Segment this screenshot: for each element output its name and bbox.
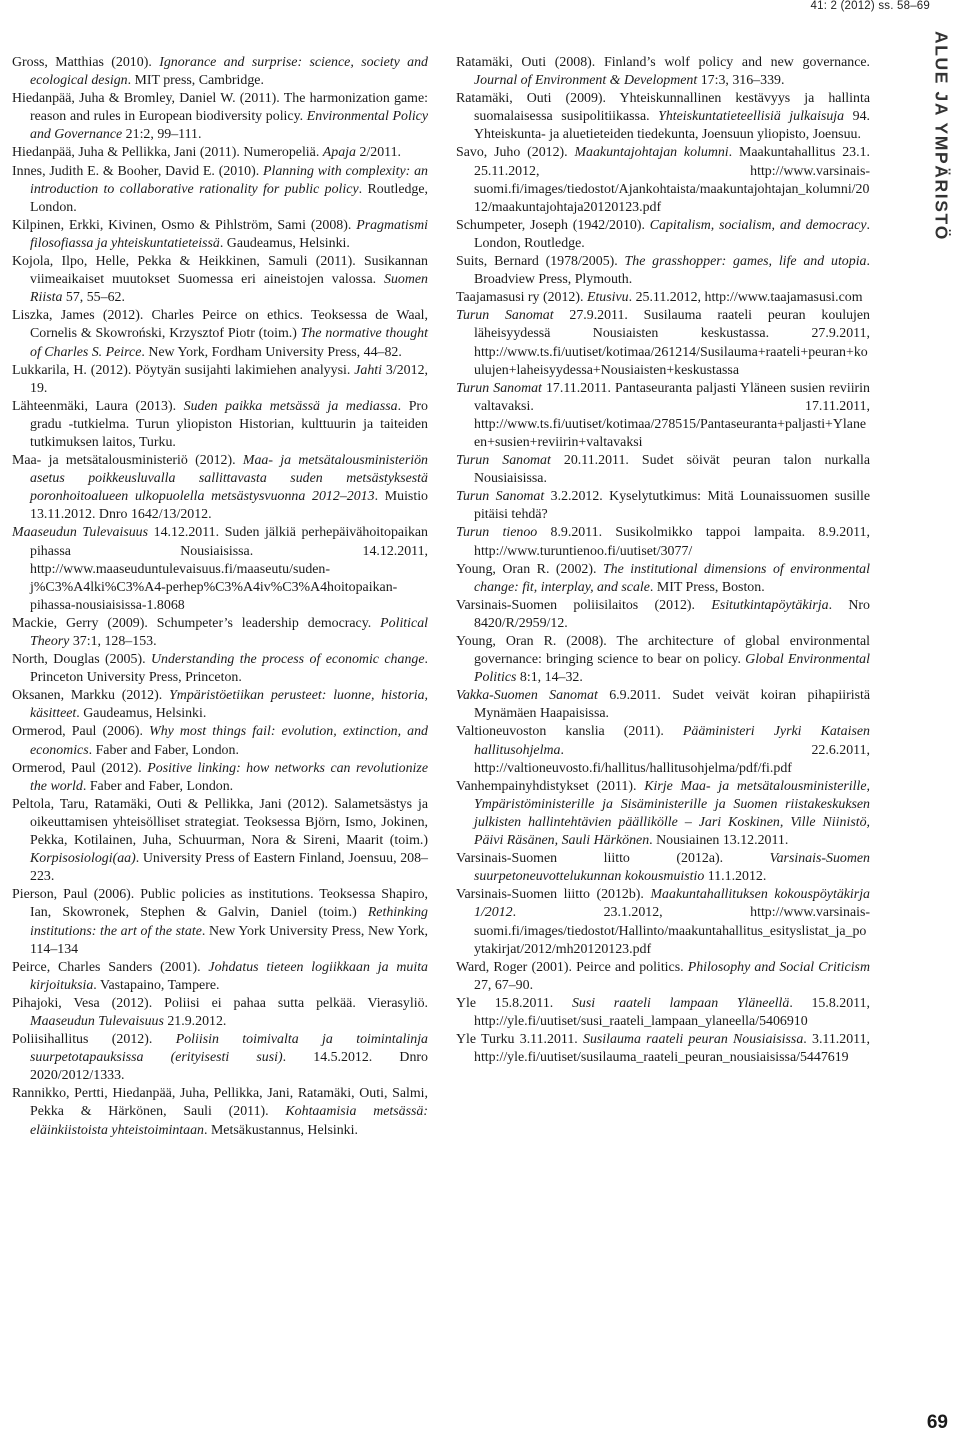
reference-title: Turun Sanomat (456, 308, 554, 324)
reference-text: Ormerod, Paul (2006). (12, 724, 150, 740)
reference-entry (456, 144, 870, 216)
reference-text: . Nousiainen 13.12.2011. (649, 833, 789, 849)
reference-title: Esitutkintapöytäkirja (711, 597, 829, 613)
reference-title: Vakka-Suomen Sanomat (456, 688, 598, 704)
reference-entry (456, 778, 870, 850)
reference-text: . 22.6.2011, http://valtioneuvosto.fi/hallitus/hallitusohjelma/pdf/fi.pdf (474, 742, 870, 776)
reference-title: Rethinking institutions: the art of the state (30, 905, 428, 939)
reference-text: . Nro 8420/R/2959/12. (474, 597, 870, 631)
reference-text: Valtioneuvoston kanslia (2011). (456, 724, 683, 740)
reference-title: Maakuntajohtajan kolumni (574, 145, 729, 161)
reference-entry (12, 54, 428, 90)
reference-text: Liszka, James (2012). Charles Peirce on ethics. Teoksessa de Waal, Cornelis & Skowroński, Krzysztof Piotr (toim.) (12, 308, 428, 342)
reference-entry (12, 253, 428, 307)
reference-text: 21.9.2012. (163, 1013, 227, 1029)
reference-title: Maa- ja metsätalousministeriön asetus poikkeusluvalla sallittavasta suden metsästyksestä poronhoitoalueen ulkopuolella metsästysvuonna 2012–2013 (30, 453, 428, 505)
reference-entry (456, 959, 870, 995)
reference-title: Positive linking: how networks can revolutionize the world (30, 760, 428, 794)
reference-text: Ward, Roger (2001). Peirce and politics. (456, 959, 688, 975)
reference-entry (12, 796, 428, 886)
reference-text: . Gaudeamus, Helsinki. (219, 235, 350, 251)
reference-text: . Muistio 13.11.2012. Dnro 1642/13/2012. (30, 489, 428, 523)
reference-title: Etusivu (586, 290, 629, 306)
reference-entry (456, 723, 870, 777)
reference-entry (12, 615, 428, 651)
reference-text: . Faber and Faber, London. (88, 742, 239, 758)
reference-title: Turun tienoo (456, 525, 538, 541)
section-side-label (926, 26, 956, 246)
reference-text: Kilpinen, Erkki, Kivinen, Osmo & Pihlström, Sami (2008). (12, 217, 357, 233)
reference-title: Journal of Environment & Development (474, 73, 698, 89)
reference-text: Lähteenmäki, Laura (2013). (12, 398, 184, 414)
reference-text: . MIT Press, Boston. (649, 579, 765, 595)
reference-text: . Princeton University Press, Princeton. (30, 652, 428, 686)
reference-title: The institutional dimensions of environmental change: fit, interplay, and scale (474, 561, 870, 595)
reference-entry (456, 54, 870, 90)
reference-text: Suits, Bernard (1978/2005). (456, 254, 625, 270)
reference-text: Kojola, Ilpo, Helle, Pekka & Heikkinen, Samuli (2011). Susikannan viimeaikaiset muutokset Suomessa eri aineistojen valossa. (12, 254, 428, 288)
reference-text: 20.11.2011. Sudet söivät peuran talon nurkalla Nousiaisissa. (474, 453, 871, 487)
reference-text: Hiedanpää, Juha & Pellikka, Jani (2011). Numeropeliä. (12, 145, 323, 161)
reference-entry (12, 398, 428, 452)
reference-text: . New York University Press, New York, 114–134 (30, 923, 428, 957)
reference-text: Varsinais-Suomen poliisilaitos (2012). (456, 597, 712, 613)
reference-text: . University Press of Eastern Finland, Joensuu, 208–223. (30, 851, 428, 885)
reference-text: Varsinais-Suomen liitto (2012a). (456, 851, 770, 867)
reference-title: Why most things fail: evolution, extinction, and economics (30, 724, 428, 758)
reference-text: Maa- ja metsätalousministeriö (2012). (12, 453, 243, 469)
reference-entry (12, 1031, 428, 1085)
reference-entry (456, 90, 870, 144)
reference-entry (456, 524, 870, 560)
reference-title: Philosophy and Social Criticism (687, 959, 870, 975)
reference-title: Apaja (322, 145, 356, 161)
reference-entry (456, 850, 870, 886)
reference-text: 11.1.2012. (704, 869, 767, 885)
reference-entry (12, 651, 428, 687)
reference-text: 8:1, 14–32. (516, 670, 583, 686)
reference-text: Vanhempainyhdistykset (2011). (456, 778, 645, 794)
reference-text: Hiedanpää, Juha & Bromley, Daniel W. (2011). The harmonization game: reason and rules in European biodiversity policy. (12, 91, 428, 125)
reference-entry (456, 1031, 870, 1067)
reference-title: Turun Sanomat (456, 380, 542, 396)
reference-entry (456, 307, 870, 379)
reference-title: The grasshopper: games, life and utopia (624, 254, 867, 270)
reference-entry (456, 217, 870, 253)
reference-text: Yle Turku 3.11.2011. (456, 1032, 584, 1048)
reference-title: Kirje Maa- ja metsätalousministerille, Ympäristöministerille ja Sisäministerille ja Suomen riistakeskuksen julkisten hallintehtävien päällikölle – Jari Koskinen, Ville Niinistö, Päivi Räsänen, Sauli Härkönen (474, 778, 870, 849)
reference-text: North, Douglas (2005). (12, 652, 151, 668)
section-side-label-text: ALUE JA YMPÄRISTÖ (931, 30, 952, 242)
reference-entry (456, 253, 870, 289)
reference-text: Ratamäki, Outi (2009). Yhteiskunnallinen kestävyys ja hallinta suomalaisessa susipolitiikassa. (456, 91, 870, 125)
reference-text: 14.12.2011. Suden jälkiä perhepäivähoitopaikan pihassa Nousiaisissa. 14.12.2011, http://www.maaseuduntulevaisuus.fi/maaseutu/suden-j%C3%A4lki%C3%A4-perhep%C3%A4iv%C3%A4hoitopaikan-pihassa-nousiaisissa-1.8068 (30, 525, 428, 613)
reference-text: . Maakuntahallitus 23.1. 25.11.2012, http://www.varsinais-suomi.fi/images/tiedostot/Ajankohtaista/maakuntajohtajan_kolumni/2012/maakuntajohtaja20120123.pdf (474, 145, 871, 215)
reference-text: . Pro gradu -tutkielma. Turun yliopiston Historian, kulttuurin ja taiteiden tutkimuksen laitos, Turku. (30, 398, 428, 450)
reference-title: Varsinais-Suomen suurpetoneuvottelukunnan kokousmuistio (474, 851, 870, 885)
reference-entry (12, 452, 428, 524)
reference-text: Ormerod, Paul (2012). (12, 760, 148, 776)
reference-title: Poliisin toimivalta ja toimintalinja suurpetotapauksissa (erityisesti susi) (30, 1032, 428, 1066)
reference-title: Johdatus tieteen logiikkaan ja muita kirjoituksia (30, 959, 428, 993)
reference-title: Suden paikka metsässä ja mediassa (183, 398, 398, 414)
reference-entry (12, 307, 428, 361)
reference-title: Jahti (354, 362, 383, 378)
reference-text: Young, Oran R. (2002). (456, 561, 603, 577)
reference-text: . 25.11.2012, http://www.taajamasusi.com (628, 290, 863, 306)
reference-text: 94. Yhteiskunta- ja aluetieteiden tiedekunta, Joensuun yliopisto, Joensuu. (474, 109, 870, 143)
reference-text: 17.11.2011. Pantaseuranta paljasti Yläneen susien reviirin valtavaksi. 17.11.2011, http://www.ts.fi/uutiset/kotimaa/278515/Pantaseuranta+paljasti+Ylaneen+susien+reviirin+valtavaksi (474, 380, 870, 450)
reference-text: . Faber and Faber, London. (82, 778, 234, 794)
reference-entry (12, 886, 428, 958)
reference-title: Turun Sanomat (456, 489, 545, 505)
reference-text: Pierson, Paul (2006). Public policies as institutions. Teoksessa Shapiro, Ian, Skowronek, Stephen & Galvin, Daniel (toim.) (12, 887, 428, 921)
reference-title: Susilauma raateli peuran Nousiaisissa (583, 1032, 804, 1048)
reference-entry (456, 380, 870, 452)
reference-entry (456, 597, 870, 633)
reference-text: . Broadview Press, Plymouth. (474, 254, 870, 288)
reference-title: Turun Sanomat (456, 453, 551, 469)
reference-entry (456, 289, 870, 307)
reference-entry (456, 687, 870, 723)
reference-entry (12, 995, 428, 1031)
reference-text: 27.9.2011. Susilauma raateli peuran koulujen läheisyydessä Nousiaisten keskustassa. 27.9.2011, http://www.ts.fi/uutiset/kotimaa/261214/Susilauma+raateli+peuran+koulujen+laheisyydessa+Nousiaisten+keskustassa (474, 308, 870, 378)
reference-text: 8.9.2011. Susikolmikko tappoi lampaita. 8.9.2011, http://www.turuntienoo.fi/uutiset/3077/ (474, 525, 870, 559)
reference-text: 3/2012, 19. (30, 362, 428, 396)
reference-entry (12, 144, 428, 162)
reference-text: Mackie, Gerry (2009). Schumpeter’s leadership democracy. (12, 615, 381, 631)
reference-text: 3.2.2012. Kyselytutkimus: Mitä Lounaissuomen susille pitäisi tehdä? (474, 489, 870, 523)
reference-entry (12, 687, 428, 723)
reference-text: 6.9.2011. Sudet veivät koiran pihapiiristä Mynämäen Haapaisissa. (474, 688, 871, 722)
reference-text: 21:2, 99–111. (122, 127, 202, 143)
reference-text: 2/2011. (355, 145, 401, 161)
reference-title: Planning with complexity: an introduction to collaborative rationality for public policy (30, 163, 428, 197)
reference-text: 37:1, 128–153. (69, 634, 157, 649)
page-number: 69 (926, 1412, 948, 1433)
reference-text: 27, 67–90. (474, 977, 534, 993)
reference-title: Suomen Riista (30, 272, 428, 306)
reference-text: . MIT press, Cambridge. (127, 73, 264, 89)
reference-text: Ratamäki, Outi (2008). Finland’s wolf policy and new governance. (456, 55, 870, 70)
reference-title: Pääministeri Jyrki Kataisen hallitusohjelma (474, 724, 870, 758)
reference-entry (12, 1085, 428, 1139)
reference-title: Susi raateli lampaan Yläneellä (571, 995, 790, 1011)
reference-text: Poliisihallitus (2012). (12, 1032, 176, 1048)
reference-title: Maaseudun Tulevaisuus (12, 525, 149, 541)
reference-entry (12, 90, 428, 144)
reference-text: . 14.5.2012. Dnro 2020/2012/1333. (30, 1050, 428, 1084)
reference-entry (456, 452, 870, 488)
reference-text: Lukkarila, H. (2012). Pöytyän susijahti lakimiehen analyysi. (12, 362, 355, 378)
reference-text: Oksanen, Markku (2012). (12, 688, 170, 704)
reference-text: Schumpeter, Joseph (1942/2010). (456, 217, 650, 233)
reference-entry (456, 886, 870, 958)
reference-text: Taajamasusi ry (2012). (456, 290, 587, 306)
reference-text: Varsinais-Suomen liitto (2012b). (456, 887, 651, 903)
reference-title: Global Environmental Politics (474, 652, 870, 686)
reference-entry (456, 995, 870, 1031)
reference-entry (12, 362, 428, 398)
reference-text: . Metsäkustannus, Helsinki. (204, 1122, 358, 1138)
reference-text: Peirce, Charles Sanders (2001). (12, 959, 209, 975)
reference-text: 57, 55–62. (62, 290, 125, 306)
reference-title: Capitalism, socialism, and democracy (649, 217, 867, 233)
references-right-column (456, 54, 870, 1067)
reference-entry (12, 723, 428, 759)
references-left-column (12, 54, 428, 1140)
reference-text: . 15.8.2011, http://yle.fi/uutiset/susi_raateli_lampaan_ylaneella/5406910 (474, 995, 870, 1029)
reference-title: Maaseudun Tulevaisuus (30, 1013, 164, 1029)
reference-title: Kohtaamisia metsässä: eläinkiistoista yhteistoimintaan (30, 1104, 428, 1138)
reference-entry (456, 561, 870, 597)
reference-entry (456, 488, 870, 524)
reference-entry (456, 633, 870, 687)
journal-reference: 41: 2 (2012) ss. 58–69 (810, 0, 930, 12)
reference-text: Innes, Judith E. & Booher, David E. (2010). (12, 163, 264, 179)
reference-title: The normative thought of Charles S. Peirce (30, 326, 428, 360)
reference-title: Environmental Policy and Governance (30, 109, 429, 143)
reference-text: Pihajoki, Vesa (2012). Poliisi ei pahaa sutta pelkää. Vierasyliö. (12, 995, 428, 1011)
reference-text: Peltola, Taru, Ratamäki, Outi & Pellikka, Jani (2012). Salametsästys ja oikeuttamisen yhteisölliset strategiat. Teoksessa Björn, Ismo, Jokinen, Pekka, Kotilainen, Juha, Schuurman, Nora & Sireni, Maarit (toim.) (12, 796, 428, 849)
reference-text: . Vastapaino, Tampere. (93, 977, 220, 993)
reference-text: . New York, Fordham University Press, 44–82. (141, 344, 402, 360)
reference-text: . 23.1.2012, http://www.varsinais-suomi.fi/images/tiedostot/Hallinto/maakuntahallitus_esityslistat_ja_poytakirjat/2012/mh20120123.pdf (474, 905, 870, 957)
reference-text: Savo, Juho (2012). (456, 145, 575, 161)
reference-text: Gross, Matthias (2010). (12, 55, 160, 70)
reference-title: Maakuntahallituksen kokouspöytäkirja 1/2012 (474, 887, 870, 921)
reference-title: Pragmatismi filosofiassa ja yhteiskuntatieteissä (30, 217, 428, 251)
reference-text: Rannikko, Pertti, Hiedanpää, Juha, Pellikka, Jani, Ratamäki, Outi, Salmi, Pekka & Härkönen, Sauli (2011). (12, 1086, 428, 1120)
reference-title: Political Theory (30, 615, 428, 649)
reference-entry (12, 760, 428, 796)
reference-text: . London, Routledge. (474, 217, 870, 251)
reference-entry (12, 959, 428, 995)
reference-title: Korpisosiologi(aa) (30, 851, 136, 867)
reference-title: Understanding the process of economic change (150, 652, 425, 668)
reference-title: Yhteiskuntatieteellisiä julkaisuja (658, 109, 845, 125)
reference-entry (12, 524, 428, 614)
reference-text: . Gaudeamus, Helsinki. (76, 706, 207, 722)
reference-text: . Routledge, London. (30, 181, 429, 215)
reference-entry (12, 163, 428, 217)
reference-text: Young, Oran R. (2008). The architecture of global environmental governance: bringing science to bear on policy. (456, 634, 870, 668)
reference-title: Ignorance and surprise: science, society and ecological design (30, 55, 428, 89)
reference-entry (12, 217, 428, 253)
reference-text: 17:3, 316–339. (697, 73, 785, 89)
reference-text: . 3.11.2011, http://yle.fi/uutiset/susilauma_raateli_peuran_nousiaisissa/5447619 (474, 1032, 871, 1066)
reference-title: Ympäristöetiikan perusteet: luonne, historia, käsitteet (30, 688, 428, 722)
reference-text: Yle 15.8.2011. (456, 995, 572, 1011)
